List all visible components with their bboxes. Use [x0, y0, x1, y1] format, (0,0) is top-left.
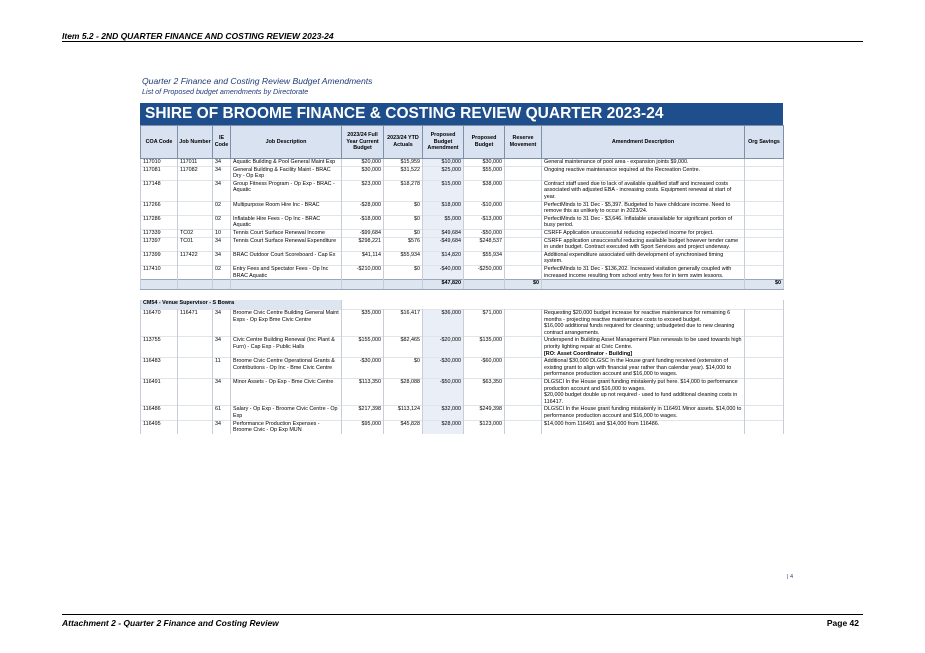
cell-job [178, 379, 213, 406]
cell-job [178, 201, 213, 215]
cell-coa: 116486 [141, 406, 178, 420]
amendment-description: Additional $30,000 DLGSC In the House grant funding received (extension of existing grant to align with financial year rather than calendar year). $14,000 to performance production account and $16,000 to wages. [544, 358, 732, 378]
cell-ie: 34 [213, 166, 231, 180]
cell-reserve [505, 337, 542, 358]
cell-desc: Broome Civic Centre Operational Grants & Contributions - Op Inc - Bme Civic Centre [231, 358, 342, 379]
footer-page-number: Page 42 [826, 618, 859, 628]
cell-desc: Entry Fees and Spectator Fees - Op Inc BRAC Aquatic [231, 265, 342, 279]
cell-amend: $32,000 [423, 406, 464, 420]
cell-ytd: $82,465 [384, 337, 423, 358]
table-row [141, 406, 784, 420]
responsible-officer-note: [RO: Asset Coordinator - Building] [544, 350, 633, 357]
column-header: 2023/24 YTD Actuals [384, 126, 423, 159]
cell-job: TC02 [178, 229, 213, 237]
report-title: Quarter 2 Finance and Costing Review Budget Amendments [142, 76, 373, 86]
cell-job [178, 358, 213, 379]
cell-savings [745, 229, 784, 237]
footer-divider [62, 614, 863, 615]
cell-ie: 02 [213, 265, 231, 279]
column-header: Org Savings [745, 126, 784, 159]
amendment-description: CSRFF Application unsuccessful reducing expected income for project. [544, 229, 714, 236]
cell-amend: $36,000 [423, 310, 464, 337]
cell-budget: $155,000 [342, 337, 384, 358]
amendment-description-cell [542, 201, 745, 215]
cell-savings [745, 420, 784, 434]
cell-amend: $15,000 [423, 180, 464, 201]
table-header-row [141, 126, 784, 159]
cell-ie: 02 [213, 215, 231, 229]
cell-reserve [505, 159, 542, 167]
amendment-description-cell [542, 251, 745, 265]
column-header: IE Code [213, 126, 231, 159]
cell-desc: BRAC Outdoor Court Scoreboard - Cap Ex [231, 251, 342, 265]
table-banner: SHIRE OF BROOME FINANCE & COSTING REVIEW QUARTER 2023-24 [140, 103, 783, 125]
cell-proposed: $30,000 [464, 159, 505, 167]
cell-ie: 61 [213, 406, 231, 420]
cell-budget: -$18,000 [342, 215, 384, 229]
cell-coa: 117286 [141, 215, 178, 229]
table-row [141, 215, 784, 229]
cell-reserve [505, 215, 542, 229]
cell-ytd: $31,522 [384, 166, 423, 180]
cell-proposed: $71,000 [464, 310, 505, 337]
amendment-description: Additional expenditure associated with development of synchronised timing system. [544, 251, 724, 265]
cell-amend: -$40,000 [423, 265, 464, 279]
cell-savings [745, 237, 784, 251]
cell-job: 117082 [178, 166, 213, 180]
cell-budget: -$30,000 [342, 358, 384, 379]
cell-ie: 34 [213, 379, 231, 406]
cell-ie: 34 [213, 237, 231, 251]
cell-ytd: $55,934 [384, 251, 423, 265]
cell-budget: $41,114 [342, 251, 384, 265]
table-row [141, 310, 784, 337]
table-row [141, 251, 784, 265]
cell-ie: 34 [213, 159, 231, 167]
cell-coa: 116470 [141, 310, 178, 337]
table-row [141, 166, 784, 180]
cell-savings [745, 251, 784, 265]
cell-coa: 117399 [141, 251, 178, 265]
cell-savings [745, 358, 784, 379]
cell-ytd: $0 [384, 215, 423, 229]
cell-amend: -$30,000 [423, 358, 464, 379]
amendment-description: Requesting $20,000 budget increase for reactive maintenance for remaining 6 months - projecting reactive maintenance costs to exceed budget. $16,000 additional funds required for cleaning; unbudgeted due to new cleaning contract arrangements. [544, 310, 735, 336]
cell-budget: -$28,000 [342, 201, 384, 215]
cell-ie: 34 [213, 420, 231, 434]
column-header: Job Number [178, 126, 213, 159]
cell-budget: $217,398 [342, 406, 384, 420]
cell-job: TC01 [178, 237, 213, 251]
amendment-description-cell [542, 379, 745, 406]
cell-budget: $30,000 [342, 166, 384, 180]
cell-reserve [505, 358, 542, 379]
cell-desc: Multipurpose Room Hire Inc - BRAC [231, 201, 342, 215]
cell-budget: -$99,684 [342, 229, 384, 237]
table-row [141, 237, 784, 251]
footer-attachment: Attachment 2 - Quarter 2 Finance and Costing Review [62, 618, 279, 628]
cell-ie: 34 [213, 180, 231, 201]
cell-coa: 117410 [141, 265, 178, 279]
section-header-row [141, 300, 784, 310]
column-header: Job Description [231, 126, 342, 159]
cell-desc: Tennis Court Surface Renewal Expenditure [231, 237, 342, 251]
cell-job [178, 406, 213, 420]
cell-desc: Group Fitness Program - Op Exp - BRAC - Aquatic [231, 180, 342, 201]
cell-proposed: -$50,000 [464, 229, 505, 237]
cell-savings [745, 265, 784, 279]
amendment-description: Contract staff used due to lack of available qualified staff and increased costs associated with adjusted EBA - increasing costs. Equipment renewal at start of year. [544, 180, 732, 200]
total-reserve: $0 [505, 280, 542, 290]
cell-coa: 117010 [141, 159, 178, 167]
cell-amend: $49,684 [423, 229, 464, 237]
table-row [141, 420, 784, 434]
table-row [141, 180, 784, 201]
cell-ytd: $0 [384, 201, 423, 215]
cell-job: 116471 [178, 310, 213, 337]
amendment-description: PerfectMinds to 31 Dec - $136,202. Increased visitation generally coupled with increased income resulting from school entry fees for in term swim lessons. [544, 265, 732, 279]
cell-reserve [505, 420, 542, 434]
cell-job [178, 265, 213, 279]
amendment-description-cell [542, 337, 745, 358]
total-amend: $47,820 [423, 280, 464, 290]
cell-amend: $14,820 [423, 251, 464, 265]
table-row [141, 159, 784, 167]
total-savings: $0 [745, 280, 784, 290]
amendment-description: DLGSCI In the House grant funding mistakenly put here. $14,000 to performance production account and $16,000 to wages. $20,000 budget double up not required - used to fund additional cleaning costs in 116417. [544, 379, 738, 405]
cell-budget: $20,000 [342, 159, 384, 167]
cell-amend: -$49,684 [423, 237, 464, 251]
cell-proposed: -$60,000 [464, 358, 505, 379]
cell-proposed: $248,537 [464, 237, 505, 251]
cell-budget: $95,000 [342, 420, 384, 434]
column-header: Reserve Movement [505, 126, 542, 159]
cell-ytd: $18,278 [384, 180, 423, 201]
cell-reserve [505, 180, 542, 201]
cell-savings [745, 310, 784, 337]
cell-ytd: $0 [384, 229, 423, 237]
table-row [141, 265, 784, 279]
cell-reserve [505, 406, 542, 420]
cell-coa: 116483 [141, 358, 178, 379]
amendment-description-cell [542, 166, 745, 180]
amendment-description: CSRFF application unsuccessful reducing available budget however tender came in under budget. Contract executed with Sport Services and project underway. [544, 237, 739, 251]
cell-amend: -$20,000 [423, 337, 464, 358]
cell-job [178, 215, 213, 229]
cell-desc: Performance Production Expenses - Broome Civic - Op Exp MUN [231, 420, 342, 434]
amendment-description-cell [542, 420, 745, 434]
cell-savings [745, 406, 784, 420]
cell-proposed: -$250,000 [464, 265, 505, 279]
cell-reserve [505, 166, 542, 180]
cell-amend: $18,000 [423, 201, 464, 215]
cell-budget: $23,000 [342, 180, 384, 201]
cell-reserve [505, 229, 542, 237]
cell-job [178, 337, 213, 358]
cell-savings [745, 337, 784, 358]
cell-job: 117422 [178, 251, 213, 265]
cell-ytd: $45,828 [384, 420, 423, 434]
cell-budget: $113,350 [342, 379, 384, 406]
cell-desc: Tennis Court Surface Renewal Income [231, 229, 342, 237]
amendment-description-cell [542, 159, 745, 167]
amendment-description-cell [542, 229, 745, 237]
cell-ie: 34 [213, 337, 231, 358]
table-row [141, 337, 784, 358]
amendment-description-cell [542, 358, 745, 379]
cell-coa: 117148 [141, 180, 178, 201]
cell-job [178, 180, 213, 201]
amendment-description: Underspend in Building Asset Management Plan renewals to be used towards high priority lighting repair at Civic Centre. [544, 337, 742, 351]
cell-desc: Minor Assets - Op Exp - Bme Civic Centre [231, 379, 342, 406]
cell-coa: 116491 [141, 379, 178, 406]
table-row [141, 358, 784, 379]
amendment-description: PerfectMinds to 31 Dec - $3,646. Inflatable unavailable for significant portion of busy period. [544, 215, 733, 229]
cell-ytd: $15,959 [384, 159, 423, 167]
cell-amend: $10,000 [423, 159, 464, 167]
cell-coa: 117266 [141, 201, 178, 215]
cell-desc: Aquatic Building & Pool General Maint Exp [231, 159, 342, 167]
cell-ie: 34 [213, 310, 231, 337]
cell-coa: 117339 [141, 229, 178, 237]
cell-reserve [505, 251, 542, 265]
totals-row [141, 280, 784, 290]
cell-budget: $298,221 [342, 237, 384, 251]
amendment-description: $14,000 from 116491 and $14,000 from 116486. [544, 420, 660, 427]
cell-job: 117011 [178, 159, 213, 167]
amendment-description: DLGSCI In the House grant funding mistakenly in 116491 Minor assets. $14,000 to performance production account and $16,000 to wages. [544, 406, 742, 419]
cell-proposed: $249,398 [464, 406, 505, 420]
cell-savings [745, 201, 784, 215]
cell-desc: Broome Civic Centre Building General Maint Exps - Op Exp Bme Civic Centre [231, 310, 342, 337]
cell-proposed: $38,000 [464, 180, 505, 201]
cell-proposed: $123,000 [464, 420, 505, 434]
cell-ie: 02 [213, 201, 231, 215]
table-row [141, 229, 784, 237]
cell-ie: 10 [213, 229, 231, 237]
cell-ytd: $576 [384, 237, 423, 251]
item-header: Item 5.2 - 2ND QUARTER FINANCE AND COSTING REVIEW 2023-24 [62, 31, 334, 41]
cell-proposed: $135,000 [464, 337, 505, 358]
amendment-description: Ongoing reactive maintenance required at the Recreation Centre. [544, 166, 701, 173]
cell-reserve [505, 310, 542, 337]
column-header: 2023/24 Full Year Current Budget [342, 126, 384, 159]
table-row [141, 379, 784, 406]
cell-proposed: -$13,000 [464, 215, 505, 229]
column-header: Amendment Description [542, 126, 745, 159]
cell-budget: $35,000 [342, 310, 384, 337]
cell-budget: -$210,000 [342, 265, 384, 279]
cell-reserve [505, 379, 542, 406]
cell-proposed: $55,000 [464, 166, 505, 180]
cell-desc: Salary - Op Exp - Broome Civic Centre - Op Exp [231, 406, 342, 420]
cell-proposed: -$10,000 [464, 201, 505, 215]
cell-job [178, 420, 213, 434]
report-subtitle: List of Proposed budget amendments by Directorate [142, 87, 309, 96]
cell-savings [745, 215, 784, 229]
column-header: Proposed Budget Amendment [423, 126, 464, 159]
column-header: COA Code [141, 126, 178, 159]
cell-savings [745, 166, 784, 180]
cell-reserve [505, 237, 542, 251]
header-divider [62, 41, 863, 42]
budget-amendments-table [140, 125, 784, 434]
cell-savings [745, 379, 784, 406]
cell-desc: Inflatable Hire Fees - Op Inc - BRAC Aquatic [231, 215, 342, 229]
cell-coa: 117397 [141, 237, 178, 251]
cell-ytd: $16,417 [384, 310, 423, 337]
amendment-description-cell [542, 237, 745, 251]
cell-coa: 117081 [141, 166, 178, 180]
cell-ytd: $0 [384, 265, 423, 279]
section-title: CM54 - Venue Supervisor - S Bowra [141, 300, 342, 310]
table-spacer [141, 290, 784, 301]
cell-coa: 113755 [141, 337, 178, 358]
amendment-description-cell [542, 180, 745, 201]
cell-ie: 34 [213, 251, 231, 265]
cell-proposed: $55,934 [464, 251, 505, 265]
table-row [141, 201, 784, 215]
cell-reserve [505, 201, 542, 215]
cell-amend: $25,000 [423, 166, 464, 180]
cell-ytd: $0 [384, 358, 423, 379]
amendment-description: General maintenance of pool area - expansion joints $9,000. [544, 159, 689, 165]
cell-ytd: $113,124 [384, 406, 423, 420]
cell-ie: 11 [213, 358, 231, 379]
cell-savings [745, 159, 784, 167]
cell-reserve [505, 265, 542, 279]
amendment-description-cell [542, 265, 745, 279]
cell-savings [745, 180, 784, 201]
cell-amend: $28,000 [423, 420, 464, 434]
cell-proposed: $63,350 [464, 379, 505, 406]
cell-ytd: $28,088 [384, 379, 423, 406]
cell-amend: -$50,000 [423, 379, 464, 406]
cell-desc: General Building & Facility Maint - BRAC Dry - Op Exp [231, 166, 342, 180]
amendment-description: PerfectMinds to 31 Dec - $5,397. Budgeted to have childcare income. Need to remove this as unlikely to occur in 2023/24. [544, 201, 731, 215]
cell-coa: 116495 [141, 420, 178, 434]
amendment-description-cell [542, 215, 745, 229]
amendment-description-cell [542, 310, 745, 337]
column-header: Proposed Budget [464, 126, 505, 159]
cell-desc: Civic Centre Building Renewal (Inc Plant & Furn) - Cap Exp - Public Halls [231, 337, 342, 358]
page-marker: | 4 [787, 574, 794, 580]
cell-amend: $5,000 [423, 215, 464, 229]
amendment-description-cell [542, 406, 745, 420]
